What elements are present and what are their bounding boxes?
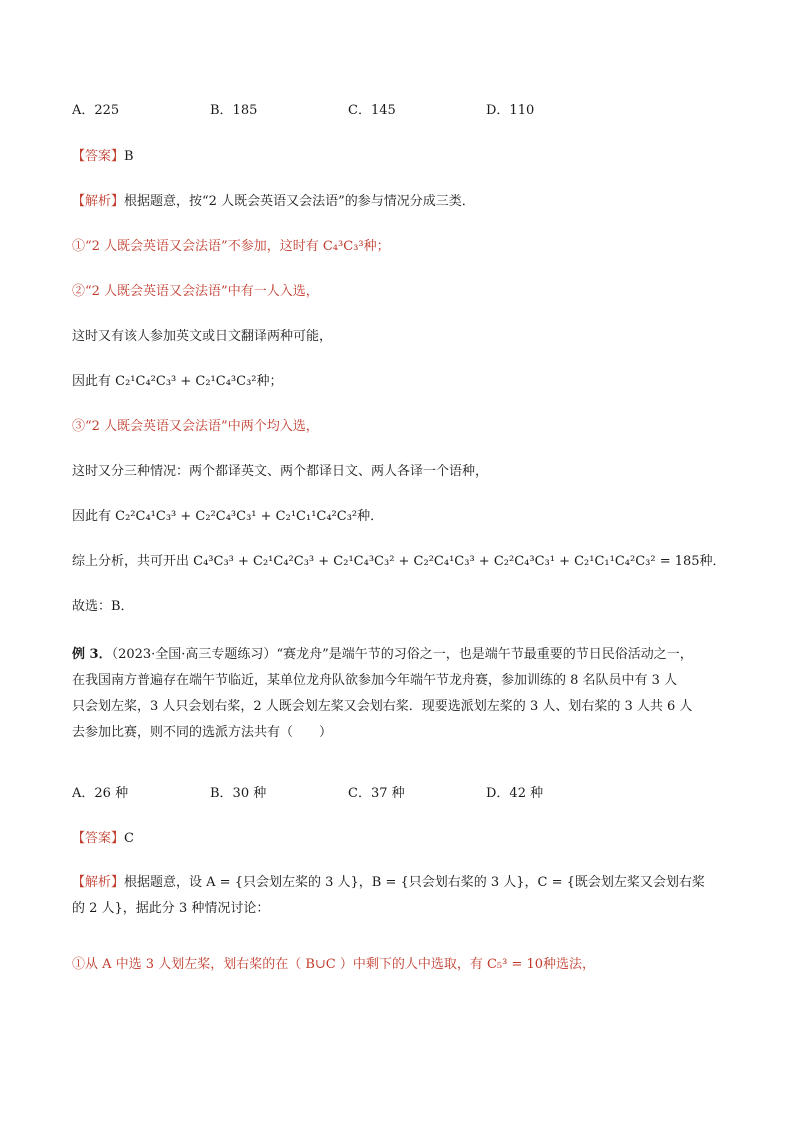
analysis-2-line-2: 的 2 人}，据此分 3 种情况讨论： (72, 901, 270, 916)
summary-line: 综上分析，共可开出 C₄³C₃³ + C₂¹C₄²C₃³ + C₂¹C₄³C₃² + C₂²C₄¹C₃³ + C₂²C₄³C₃¹ + C₂¹C₁¹C₄²C₃² = 185种． (72, 554, 726, 569)
option-d: D．42 种 (486, 786, 544, 801)
answer-line (72, 829, 134, 849)
case-1: ①“2 人既会英语又会法语”不参加，这时有 C₄³C₃³种； (72, 239, 390, 254)
analysis-tag: 【解析】 (72, 875, 125, 890)
case-3: ③“2 人既会英语又会法语”中两个均入选， (72, 419, 319, 434)
answer-value: B (124, 149, 134, 164)
analysis-text: 根据题意，按“2 人既会英语又会法语”的参与情况分成三类． (124, 194, 475, 209)
option-a: A．26 种 (72, 786, 129, 801)
case-2-formula: 因此有 C₂¹C₄²C₃³ + C₂¹C₄³C₃²种； (72, 374, 283, 389)
answer-tag: 【答案】 (72, 831, 125, 846)
option-c: C．145 (348, 103, 396, 118)
option-b: B．185 (210, 103, 258, 118)
answer-value: C (124, 831, 134, 846)
case-3-detail: 这时又分三种情况：两个都译英文、两个都译日文、两人各译一个语种， (72, 464, 489, 479)
analysis-tag: 【解析】 (72, 194, 125, 209)
example-text-1: “赛龙舟”是端午节的习俗之一，也是端午节最重要的节日民俗活动之一， (276, 647, 693, 662)
analysis-2-text-1: 根据题意，设 A = {只会划左桨的 3 人}，B = {只会划右桨的 3 人}，C = {既会划左桨又会划右桨 (124, 875, 705, 890)
analysis-2-line-1 (72, 870, 732, 896)
case-3-formula: 因此有 C₂²C₄¹C₃³ + C₂²C₄³C₃¹ + C₂¹C₁¹C₄²C₃²种． (72, 509, 384, 524)
option-d: D．110 (486, 103, 535, 118)
answer-tag: 【答案】 (72, 149, 125, 164)
option-a: A．225 (72, 103, 120, 118)
example-3 (72, 642, 732, 746)
answer-line (72, 147, 134, 167)
case-2: ②“2 人既会英语又会法语”中有一人入选， (72, 284, 319, 299)
example-source: （2023·全国·高三专题练习） (111, 647, 277, 662)
case-b1: ①从 A 中选 3 人划左桨，划右桨的在（ B∪C ）中剩下的人中选取，有 C₅³ = 10种选法， (72, 957, 596, 972)
option-b: B．30 种 (210, 786, 267, 801)
case-2-detail: 这时又有该人参加英文或日文翻译两种可能， (72, 329, 333, 344)
example-3-line-4: 去参加比赛，则不同的选派方法共有（ ） (72, 725, 333, 740)
analysis-line (72, 192, 475, 212)
choose-line: 故选：B． (72, 599, 134, 614)
example-3-line-3: 只会划左桨，3 人只会划右桨，2 人既会划左桨又会划右桨．现要选派划左桨的 3 人、划右桨的 3 人共 6 人 (72, 699, 693, 714)
example-label: 例 3． (72, 647, 112, 662)
example-3-line-1 (72, 642, 732, 668)
example-3-line-2: 在我国南方普遍存在端午节临近，某单位龙舟队欲参加今年端午节龙舟赛，参加训练的 8 名队员中有 3 人 (72, 673, 678, 688)
analysis-2 (72, 870, 732, 922)
option-c: C．37 种 (348, 786, 405, 801)
